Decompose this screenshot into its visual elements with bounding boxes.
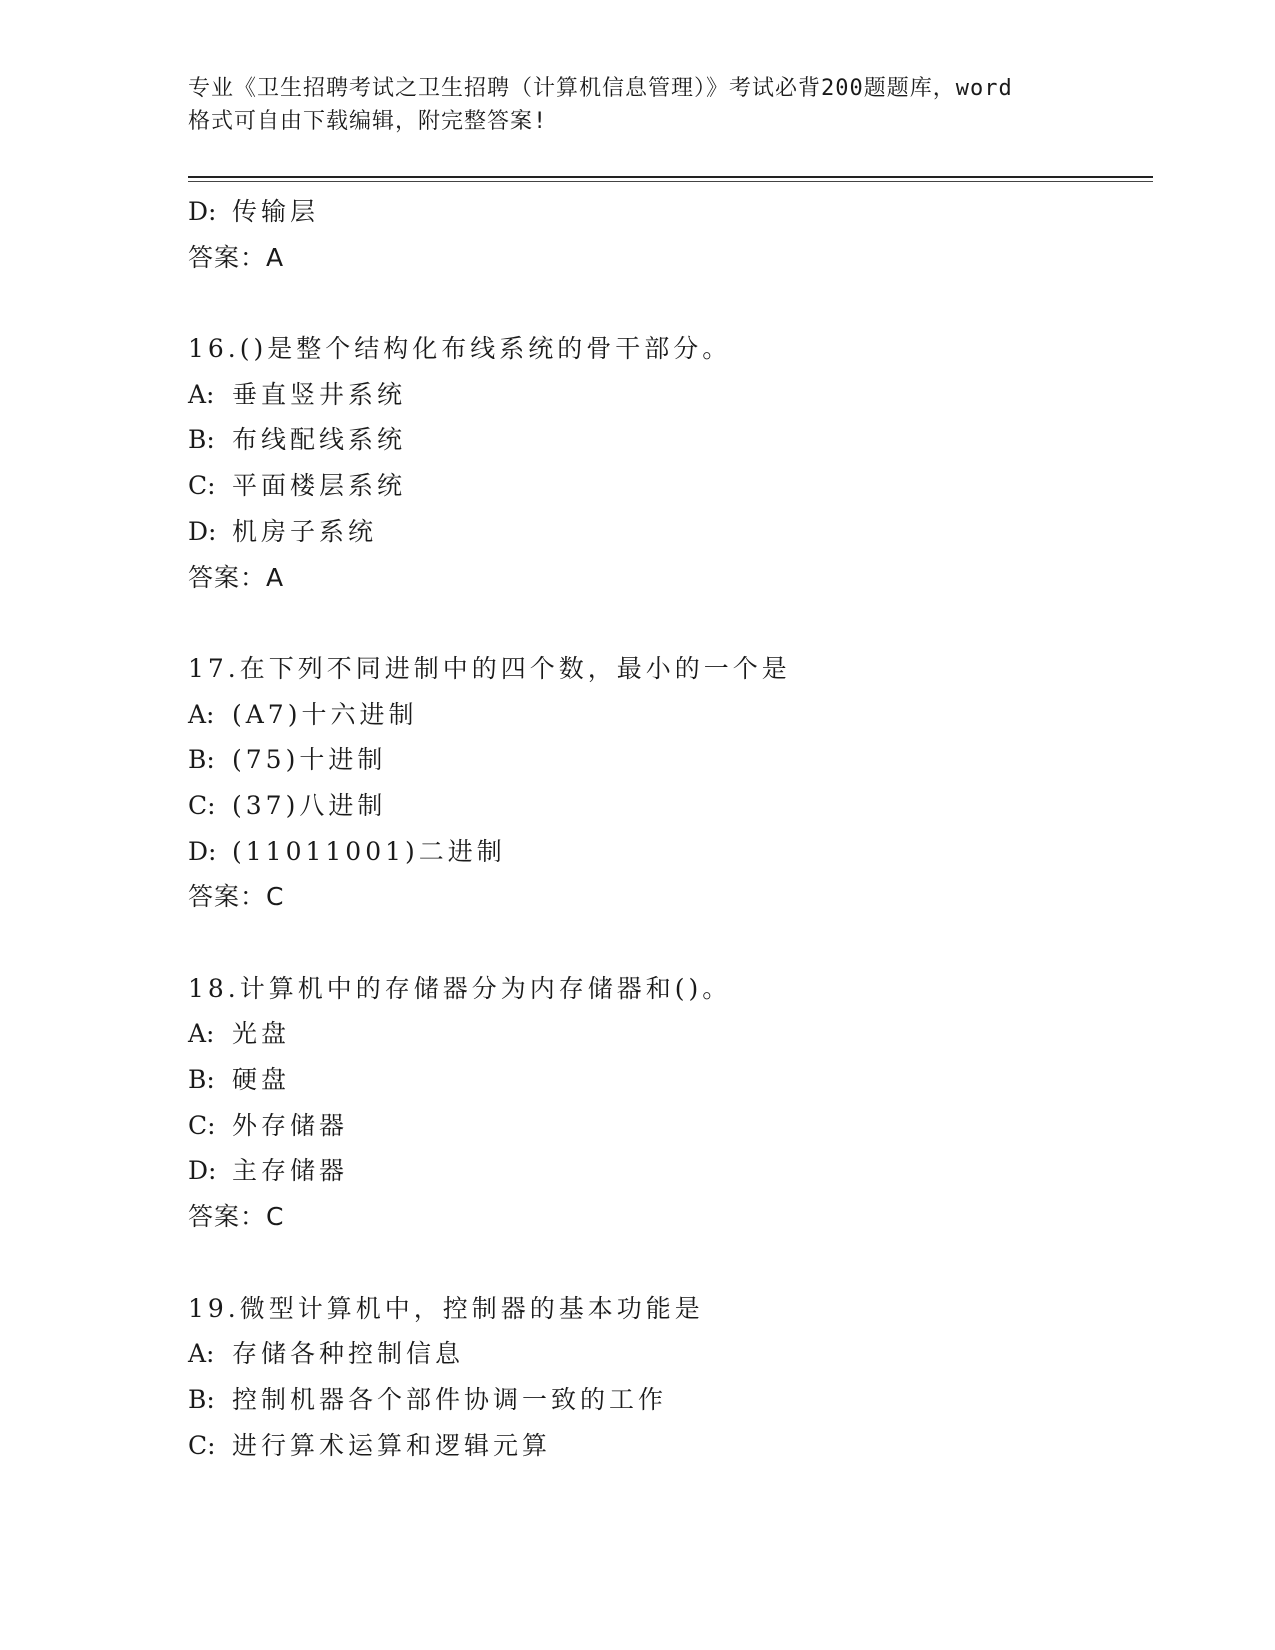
option-key: D:	[188, 1156, 217, 1186]
answer-line: 答案：A	[188, 242, 285, 272]
option-row	[188, 1057, 1153, 1103]
option-row	[188, 783, 1153, 829]
question-stem: 19.微型计算机中，控制器的基本功能是	[188, 1293, 704, 1323]
option-key: C:	[188, 1430, 216, 1460]
option-key: A:	[188, 379, 215, 409]
option-text: 机房子系统	[232, 516, 378, 546]
spacer	[188, 600, 1153, 646]
option-text: 布线配线系统	[232, 425, 407, 455]
answer-line: 答案：A	[188, 562, 285, 592]
option-key: C:	[188, 1110, 216, 1140]
question-stem: 17.在下列不同进制中的四个数，最小的一个是	[188, 653, 791, 683]
question-stem: 18.计算机中的存储器分为内存储器和()。	[188, 973, 732, 1003]
option-row	[188, 1148, 1153, 1194]
option-key: B:	[188, 745, 215, 775]
option-key: B:	[188, 1384, 215, 1414]
option-row	[188, 509, 1153, 555]
option-row	[188, 1011, 1153, 1057]
option-row	[188, 1103, 1153, 1149]
spacer	[188, 280, 1153, 326]
option-text: (11011001)二进制	[232, 836, 506, 866]
option-key: C:	[188, 790, 216, 820]
option-row	[188, 463, 1153, 509]
option-key: B:	[188, 425, 215, 455]
option-text: 硬盘	[232, 1065, 291, 1095]
option-text: 进行算术运算和逻辑元算	[232, 1430, 552, 1460]
option-key: A:	[188, 1339, 215, 1369]
option-text: 控制机器各个部件协调一致的工作	[232, 1384, 668, 1414]
header-divider-thick	[188, 176, 1153, 178]
option-key: D:	[188, 836, 217, 866]
answer-line: 答案：C	[188, 882, 285, 912]
option-text: 光盘	[232, 1019, 291, 1049]
option-key: B:	[188, 1065, 215, 1095]
spacer	[188, 920, 1153, 966]
option-text: 垂直竖井系统	[232, 379, 407, 409]
header-line-1: 专业《卫生招聘考试之卫生招聘（计算机信息管理）》考试必背200题题库，word	[188, 76, 1013, 101]
answer-line: 答案：C	[188, 1202, 285, 1232]
option-key: D:	[188, 516, 217, 546]
option-row	[188, 1423, 1153, 1469]
option-text: 平面楼层系统	[232, 471, 407, 501]
option-row	[188, 1331, 1153, 1377]
option-row	[188, 692, 1153, 738]
option-text: 主存储器	[232, 1156, 349, 1186]
question-list	[188, 189, 1153, 1468]
option-key: C:	[188, 471, 216, 501]
option-row	[188, 189, 1153, 235]
option-text: 存储各种控制信息	[232, 1339, 465, 1369]
option-key: D:	[188, 197, 217, 226]
option-key: A:	[188, 1019, 215, 1049]
document-header	[188, 72, 1088, 138]
option-text: 外存储器	[232, 1110, 349, 1140]
option-text: (A7)十六进制	[232, 699, 418, 729]
option-row	[188, 737, 1153, 783]
option-text: (37)八进制	[232, 790, 387, 820]
option-text: (75)十进制	[232, 745, 387, 775]
option-key: A:	[188, 699, 215, 729]
option-text: 传输层	[232, 197, 320, 226]
option-row	[188, 372, 1153, 418]
question-stem: 16.()是整个结构化布线系统的骨干部分。	[188, 334, 732, 364]
option-row	[188, 1377, 1153, 1423]
header-divider-thin	[188, 181, 1153, 182]
option-row	[188, 829, 1153, 875]
header-line-2: 格式可自由下载编辑，附完整答案!	[188, 109, 548, 134]
option-row	[188, 417, 1153, 463]
spacer	[188, 1240, 1153, 1286]
